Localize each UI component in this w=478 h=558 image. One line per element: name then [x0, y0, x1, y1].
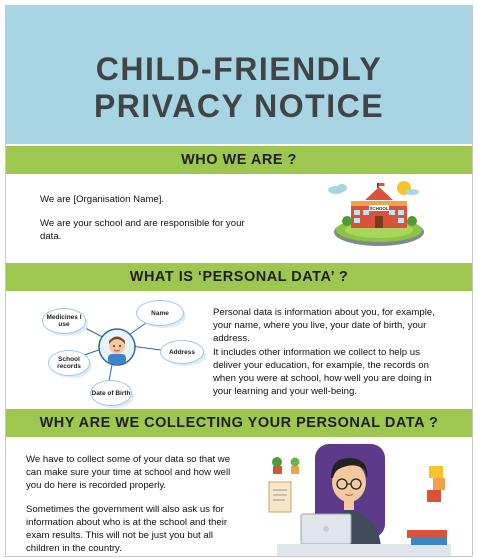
books-icon	[407, 530, 447, 545]
notice-board-icon	[269, 482, 291, 512]
cloud-address: Address	[160, 340, 204, 364]
laptop-icon	[301, 514, 351, 544]
school-illustration	[324, 178, 434, 250]
cloud-medicines: Medicines I use	[42, 308, 86, 334]
school-sign: SCHOOL	[369, 206, 389, 211]
plant-icon	[272, 457, 300, 474]
section-heading-why-collecting: WHY ARE WE COLLECTING YOUR PERSONAL DATA ?	[6, 409, 472, 437]
boy-avatar-icon	[98, 328, 136, 366]
title-line-1: CHILD-FRIENDLY	[95, 51, 383, 87]
who-para-1: We are [Organisation Name].	[40, 194, 165, 205]
cloud-school-records: School records	[48, 350, 90, 376]
section-heading-who-we-are: WHO WE ARE ?	[6, 146, 472, 174]
section-heading-personal-data: WHAT IS ‘PERSONAL DATA’ ?	[6, 263, 472, 291]
title-line-2: PRIVACY NOTICE	[93, 88, 385, 124]
personal-data-mindmap	[36, 296, 204, 406]
cloud-name: Name	[136, 300, 184, 326]
personal-para-2: It includes other information we collect to help us deliver your education, for example, the records on when you were at school, how well you are doing in your learning and your well-being.	[213, 347, 432, 397]
title-banner	[6, 6, 472, 144]
cloud-date-of-birth: Date of Birth	[90, 380, 132, 406]
blocks-icon	[427, 466, 445, 502]
why-para-2: Sometimes the government will also ask us for information about who is at the school and their exam results. This will not be just you but all children in the country.	[26, 504, 228, 554]
personal-para-1: Personal data is information about you, for example, your name, where you live, your date of birth, your address.	[213, 307, 435, 344]
student-at-laptop-illustration	[261, 444, 451, 556]
who-para-2: We are your school and are responsible for your data.	[40, 218, 245, 242]
why-para-1: We have to collect some of your data so that we can make sure your time at school and how well you do here is recorded properly.	[26, 454, 231, 491]
privacy-notice-page	[5, 5, 473, 557]
